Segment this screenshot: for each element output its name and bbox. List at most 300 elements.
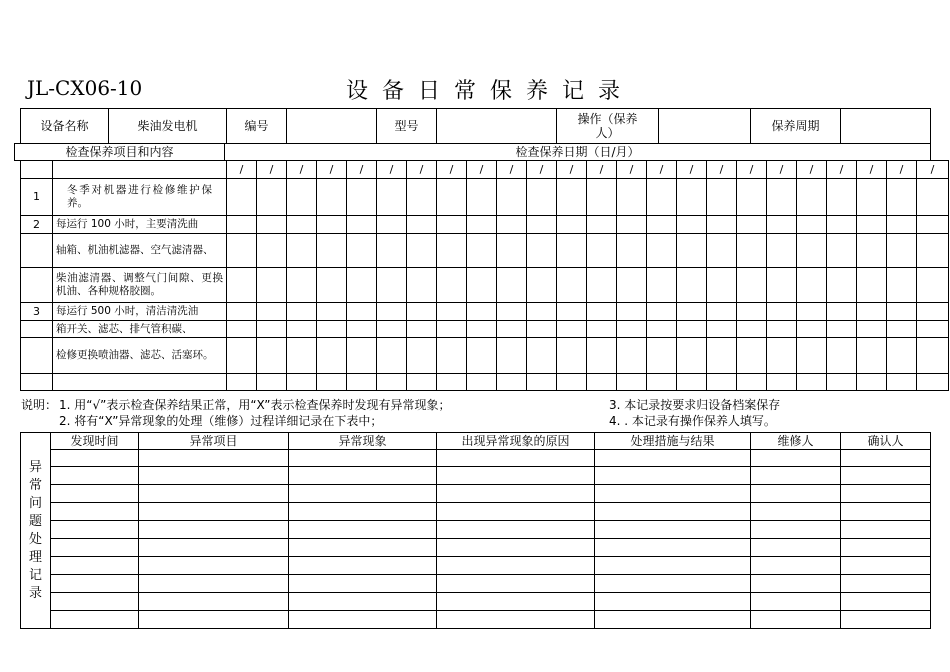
form-code: JL-CX06-10 — [27, 76, 143, 100]
equipment-name-label: 设备名称 — [21, 109, 109, 144]
check-cell[interactable] — [557, 234, 587, 268]
check-cell[interactable] — [857, 374, 887, 391]
abnormal-record-cell[interactable] — [841, 503, 931, 521]
check-cell[interactable] — [827, 338, 857, 374]
abnormal-record-cell[interactable] — [595, 467, 751, 485]
check-cell[interactable] — [587, 234, 617, 268]
number-value-cell[interactable] — [287, 109, 377, 144]
check-cell[interactable] — [347, 338, 377, 374]
abnormal-record-cell[interactable] — [595, 575, 751, 593]
check-cell[interactable] — [767, 321, 797, 338]
check-cell[interactable] — [377, 216, 407, 234]
date-cell[interactable]: / — [467, 161, 497, 179]
check-cell[interactable] — [737, 321, 767, 338]
abnormal-record-cell[interactable] — [595, 450, 751, 467]
check-cell[interactable] — [347, 234, 377, 268]
check-cell[interactable] — [347, 321, 377, 338]
abnormal-record-cell[interactable] — [595, 611, 751, 629]
abnormal-record-cell[interactable] — [51, 575, 139, 593]
check-cell[interactable] — [497, 374, 527, 391]
col-confirmer: 确认人 — [841, 433, 931, 450]
check-cell[interactable] — [647, 179, 677, 216]
abnormal-record-cell[interactable] — [751, 575, 841, 593]
check-grid-table — [20, 160, 949, 391]
check-cell[interactable] — [827, 179, 857, 216]
check-cell[interactable] — [317, 216, 347, 234]
check-cell[interactable] — [377, 303, 407, 321]
check-cell[interactable] — [707, 338, 737, 374]
check-cell[interactable] — [227, 234, 257, 268]
check-cell[interactable] — [497, 216, 527, 234]
check-cell[interactable] — [407, 374, 437, 391]
item-text: 检修更换喷油器、滤芯、活塞环。 — [53, 338, 227, 374]
check-cell[interactable] — [617, 234, 647, 268]
cycle-value-cell[interactable] — [841, 109, 931, 144]
check-cell[interactable] — [857, 216, 887, 234]
abnormal-record-cell[interactable] — [437, 450, 595, 467]
date-cell[interactable]: / — [557, 161, 587, 179]
check-cell[interactable] — [737, 268, 767, 303]
check-cell[interactable] — [527, 268, 557, 303]
check-cell[interactable] — [347, 179, 377, 216]
check-cell[interactable] — [557, 321, 587, 338]
check-cell[interactable] — [467, 268, 497, 303]
abnormal-record-cell[interactable] — [289, 611, 437, 629]
check-cell[interactable] — [227, 216, 257, 234]
check-cell[interactable] — [437, 179, 467, 216]
check-cell[interactable] — [887, 234, 917, 268]
check-cell[interactable] — [497, 338, 527, 374]
check-cell[interactable] — [767, 179, 797, 216]
check-cell[interactable] — [827, 234, 857, 268]
check-cell[interactable] — [437, 216, 467, 234]
check-cell[interactable] — [647, 321, 677, 338]
abnormal-record-cell[interactable] — [139, 593, 289, 611]
date-cell[interactable]: / — [617, 161, 647, 179]
check-cell[interactable] — [587, 303, 617, 321]
check-cell[interactable] — [467, 303, 497, 321]
check-cell[interactable] — [677, 216, 707, 234]
check-cell[interactable] — [527, 321, 557, 338]
abnormal-record-cell[interactable] — [751, 539, 841, 557]
check-cell[interactable] — [767, 338, 797, 374]
check-cell[interactable] — [917, 216, 949, 234]
check-cell[interactable] — [257, 303, 287, 321]
check-cell[interactable] — [617, 268, 647, 303]
abnormal-record-cell[interactable] — [595, 503, 751, 521]
abnormal-record-cell[interactable] — [289, 521, 437, 539]
date-cell[interactable]: / — [257, 161, 287, 179]
check-cell[interactable] — [617, 374, 647, 391]
check-cell[interactable] — [647, 338, 677, 374]
check-cell[interactable] — [857, 338, 887, 374]
check-cell[interactable] — [497, 303, 527, 321]
check-cell[interactable] — [437, 234, 467, 268]
abnormal-record-cell[interactable] — [595, 521, 751, 539]
abnormal-record-cell[interactable] — [841, 611, 931, 629]
check-cell[interactable] — [917, 179, 949, 216]
check-cell[interactable] — [467, 321, 497, 338]
check-cell[interactable] — [857, 321, 887, 338]
abnormal-record-cell[interactable] — [139, 467, 289, 485]
date-cell[interactable]: / — [647, 161, 677, 179]
check-cell[interactable] — [737, 179, 767, 216]
check-cell[interactable] — [527, 216, 557, 234]
check-cell[interactable] — [797, 179, 827, 216]
check-cell[interactable] — [797, 216, 827, 234]
abnormal-record-cell[interactable] — [437, 521, 595, 539]
abnormal-record-cell[interactable] — [139, 539, 289, 557]
date-cell[interactable]: / — [767, 161, 797, 179]
check-cell[interactable] — [887, 179, 917, 216]
check-cell[interactable] — [797, 234, 827, 268]
check-cell[interactable] — [287, 216, 317, 234]
check-cell[interactable] — [677, 321, 707, 338]
check-cell[interactable] — [917, 234, 949, 268]
abnormal-record-cell[interactable] — [841, 575, 931, 593]
abnormal-record-cell[interactable] — [751, 450, 841, 467]
check-cell[interactable] — [257, 234, 287, 268]
check-cell[interactable] — [497, 234, 527, 268]
check-cell[interactable] — [377, 338, 407, 374]
check-cell[interactable] — [377, 321, 407, 338]
check-cell[interactable] — [527, 338, 557, 374]
abnormal-record-cell[interactable] — [289, 450, 437, 467]
check-cell[interactable] — [917, 268, 949, 303]
check-cell[interactable] — [557, 338, 587, 374]
abnormal-record-cell[interactable] — [751, 467, 841, 485]
check-cell[interactable] — [227, 338, 257, 374]
date-cell[interactable]: / — [857, 161, 887, 179]
abnormal-record-cell[interactable] — [289, 539, 437, 557]
check-cell[interactable] — [287, 179, 317, 216]
abnormal-record-cell[interactable] — [595, 539, 751, 557]
abnormal-record-cell[interactable] — [437, 539, 595, 557]
check-cell[interactable] — [797, 321, 827, 338]
check-cell[interactable] — [827, 216, 857, 234]
abnormal-record-cell[interactable] — [51, 539, 139, 557]
abnormal-record-cell[interactable] — [437, 575, 595, 593]
abnormal-record-cell[interactable] — [437, 503, 595, 521]
check-cell[interactable] — [797, 303, 827, 321]
check-cell[interactable] — [287, 268, 317, 303]
check-cell[interactable] — [347, 303, 377, 321]
check-cell[interactable] — [437, 268, 467, 303]
check-cell[interactable] — [467, 374, 497, 391]
abnormal-record-cell[interactable] — [841, 450, 931, 467]
check-cell[interactable] — [707, 268, 737, 303]
check-cell[interactable] — [407, 179, 437, 216]
abnormal-record-cell[interactable] — [289, 557, 437, 575]
date-cell[interactable]: / — [737, 161, 767, 179]
check-cell[interactable] — [917, 303, 949, 321]
check-cell[interactable] — [677, 374, 707, 391]
check-cell[interactable] — [527, 179, 557, 216]
check-cell[interactable] — [587, 338, 617, 374]
check-cell[interactable] — [557, 374, 587, 391]
check-cell[interactable] — [377, 234, 407, 268]
check-cell[interactable] — [527, 303, 557, 321]
check-cell[interactable] — [257, 268, 287, 303]
date-cell[interactable]: / — [587, 161, 617, 179]
check-cell[interactable] — [317, 338, 347, 374]
abnormal-record-cell[interactable] — [751, 521, 841, 539]
abnormal-record-cell[interactable] — [841, 467, 931, 485]
abnormal-record-cell[interactable] — [841, 557, 931, 575]
check-cell[interactable] — [587, 179, 617, 216]
check-cell[interactable] — [227, 321, 257, 338]
abnormal-record-cell[interactable] — [139, 521, 289, 539]
date-cell[interactable]: / — [347, 161, 377, 179]
date-cell[interactable]: / — [227, 161, 257, 179]
check-cell[interactable] — [407, 234, 437, 268]
check-cell[interactable] — [347, 268, 377, 303]
items-header: 检查保养项目和内容 — [15, 144, 225, 161]
abnormal-record-cell[interactable] — [51, 485, 139, 503]
check-cell[interactable] — [227, 268, 257, 303]
abnormal-record-cell[interactable] — [437, 557, 595, 575]
abnormal-record-cell[interactable] — [841, 593, 931, 611]
check-cell[interactable] — [617, 179, 647, 216]
check-cell[interactable] — [557, 303, 587, 321]
date-cell[interactable]: / — [527, 161, 557, 179]
date-cell[interactable]: / — [377, 161, 407, 179]
abnormal-record-cell[interactable] — [139, 503, 289, 521]
abnormal-record-cell[interactable] — [51, 521, 139, 539]
abnormal-record-cell[interactable] — [139, 611, 289, 629]
check-cell[interactable] — [527, 374, 557, 391]
check-cell[interactable] — [317, 179, 347, 216]
check-cell[interactable] — [347, 216, 377, 234]
check-cell[interactable] — [377, 374, 407, 391]
check-cell[interactable] — [227, 179, 257, 216]
abnormal-record-cell[interactable] — [139, 485, 289, 503]
check-cell[interactable] — [707, 374, 737, 391]
check-cell[interactable] — [227, 303, 257, 321]
check-cell[interactable] — [857, 234, 887, 268]
model-label: 型号 — [377, 109, 437, 144]
check-cell[interactable] — [737, 234, 767, 268]
check-cell[interactable] — [587, 374, 617, 391]
check-cell[interactable] — [797, 268, 827, 303]
check-cell[interactable] — [677, 303, 707, 321]
check-cell[interactable] — [287, 234, 317, 268]
model-value-cell[interactable] — [437, 109, 557, 144]
check-cell[interactable] — [377, 268, 407, 303]
check-cell[interactable] — [257, 338, 287, 374]
check-cell[interactable] — [467, 234, 497, 268]
check-cell[interactable] — [287, 321, 317, 338]
check-cell[interactable] — [887, 268, 917, 303]
abnormal-record-cell[interactable] — [51, 593, 139, 611]
check-cell[interactable] — [287, 374, 317, 391]
date-cell[interactable]: / — [917, 161, 949, 179]
abnormal-record-cell[interactable] — [751, 485, 841, 503]
date-cell[interactable]: / — [887, 161, 917, 179]
check-cell[interactable] — [407, 268, 437, 303]
abnormal-record-cell[interactable] — [289, 575, 437, 593]
abnormal-record-cell[interactable] — [751, 557, 841, 575]
check-cell[interactable] — [707, 303, 737, 321]
check-cell[interactable] — [407, 216, 437, 234]
check-cell[interactable] — [767, 303, 797, 321]
check-cell[interactable] — [287, 303, 317, 321]
check-cell[interactable] — [437, 338, 467, 374]
check-cell[interactable] — [767, 374, 797, 391]
abnormal-record-cell[interactable] — [595, 557, 751, 575]
check-cell[interactable] — [677, 268, 707, 303]
check-cell[interactable] — [497, 321, 527, 338]
check-cell[interactable] — [437, 321, 467, 338]
abnormal-record-cell[interactable] — [841, 539, 931, 557]
check-cell[interactable] — [437, 374, 467, 391]
check-cell[interactable] — [407, 338, 437, 374]
check-cell[interactable] — [257, 321, 287, 338]
check-cell[interactable] — [407, 321, 437, 338]
check-cell[interactable] — [587, 321, 617, 338]
check-cell[interactable] — [677, 338, 707, 374]
check-cell[interactable] — [587, 216, 617, 234]
abnormal-record-cell[interactable] — [437, 467, 595, 485]
abnormal-record-cell[interactable] — [437, 485, 595, 503]
check-cell[interactable] — [617, 321, 647, 338]
check-cell[interactable] — [257, 374, 287, 391]
abnormal-record-cell[interactable] — [751, 593, 841, 611]
check-cell[interactable] — [557, 216, 587, 234]
check-cell[interactable] — [917, 374, 949, 391]
check-cell[interactable] — [377, 179, 407, 216]
check-cell[interactable] — [527, 234, 557, 268]
check-cell[interactable] — [707, 321, 737, 338]
check-cell[interactable] — [767, 268, 797, 303]
abnormal-record-cell[interactable] — [437, 611, 595, 629]
check-cell[interactable] — [857, 303, 887, 321]
check-cell[interactable] — [587, 268, 617, 303]
check-cell[interactable] — [467, 216, 497, 234]
abnormal-record-cell[interactable] — [51, 503, 139, 521]
check-cell[interactable] — [227, 374, 257, 391]
check-cell[interactable] — [887, 303, 917, 321]
item-text: 柴油滤清器、调整气门间隙、更换机油、各种规格胶圈。 — [53, 268, 227, 303]
check-cell[interactable] — [797, 338, 827, 374]
check-cell[interactable] — [467, 338, 497, 374]
check-cell[interactable] — [317, 374, 347, 391]
check-cell[interactable] — [317, 234, 347, 268]
abnormal-record-cell[interactable] — [51, 450, 139, 467]
check-cell[interactable] — [287, 338, 317, 374]
date-cell[interactable]: / — [407, 161, 437, 179]
abnormal-record-cell[interactable] — [51, 467, 139, 485]
check-cell[interactable] — [347, 374, 377, 391]
check-cell[interactable] — [317, 303, 347, 321]
check-cell[interactable] — [827, 268, 857, 303]
check-cell[interactable] — [497, 268, 527, 303]
check-cell[interactable] — [887, 374, 917, 391]
abnormal-record-cell[interactable] — [289, 485, 437, 503]
abnormal-record-cell[interactable] — [289, 503, 437, 521]
date-cell[interactable]: / — [317, 161, 347, 179]
check-cell[interactable] — [827, 374, 857, 391]
abnormal-record-cell[interactable] — [51, 611, 139, 629]
check-cell[interactable] — [647, 303, 677, 321]
check-cell[interactable] — [737, 216, 767, 234]
check-cell[interactable] — [767, 216, 797, 234]
abnormal-table — [20, 432, 931, 629]
check-cell[interactable] — [467, 179, 497, 216]
check-cell[interactable] — [737, 374, 767, 391]
check-cell[interactable] — [737, 303, 767, 321]
operator-value-cell[interactable] — [659, 109, 751, 144]
check-cell[interactable] — [257, 179, 287, 216]
check-cell[interactable] — [917, 321, 949, 338]
abnormal-record-cell[interactable] — [139, 557, 289, 575]
date-cell[interactable]: / — [437, 161, 467, 179]
check-cell[interactable] — [677, 179, 707, 216]
abnormal-record-cell[interactable] — [51, 557, 139, 575]
col-abnormal-cause: 出现异常现象的原因 — [437, 433, 595, 450]
check-cell[interactable] — [887, 321, 917, 338]
abnormal-record-cell[interactable] — [139, 575, 289, 593]
check-cell[interactable] — [617, 216, 647, 234]
date-cell[interactable]: / — [497, 161, 527, 179]
check-cell[interactable] — [647, 268, 677, 303]
date-cell[interactable]: / — [677, 161, 707, 179]
check-cell[interactable] — [857, 268, 887, 303]
check-cell[interactable] — [437, 303, 467, 321]
check-cell[interactable] — [887, 338, 917, 374]
abnormal-record-cell[interactable] — [751, 503, 841, 521]
date-cell[interactable]: / — [827, 161, 857, 179]
abnormal-record-cell[interactable] — [289, 593, 437, 611]
abnormal-record-cell[interactable] — [437, 593, 595, 611]
check-cell[interactable] — [317, 321, 347, 338]
date-cell[interactable]: / — [287, 161, 317, 179]
check-cell[interactable] — [677, 234, 707, 268]
check-cell[interactable] — [617, 303, 647, 321]
check-cell[interactable] — [557, 268, 587, 303]
date-cell[interactable]: / — [797, 161, 827, 179]
check-cell[interactable] — [857, 179, 887, 216]
check-cell[interactable] — [827, 321, 857, 338]
check-cell[interactable] — [647, 374, 677, 391]
abnormal-record-cell[interactable] — [595, 593, 751, 611]
check-cell[interactable] — [257, 216, 287, 234]
check-cell[interactable] — [497, 179, 527, 216]
check-cell[interactable] — [317, 268, 347, 303]
check-cell[interactable] — [557, 179, 587, 216]
check-cell[interactable] — [647, 216, 677, 234]
check-cell[interactable] — [407, 303, 437, 321]
check-cell[interactable] — [707, 234, 737, 268]
check-cell[interactable] — [737, 338, 767, 374]
check-cell[interactable] — [707, 179, 737, 216]
abnormal-record-cell[interactable] — [595, 485, 751, 503]
abnormal-record-cell[interactable] — [751, 611, 841, 629]
abnormal-record-cell[interactable] — [841, 521, 931, 539]
check-cell[interactable] — [617, 338, 647, 374]
check-cell[interactable] — [647, 234, 677, 268]
abnormal-record-cell[interactable] — [841, 485, 931, 503]
check-cell[interactable] — [797, 374, 827, 391]
date-cell[interactable]: / — [707, 161, 737, 179]
check-cell[interactable] — [707, 216, 737, 234]
check-cell[interactable] — [887, 216, 917, 234]
check-cell[interactable] — [767, 234, 797, 268]
check-cell[interactable] — [917, 338, 949, 374]
check-cell[interactable] — [827, 303, 857, 321]
abnormal-record-cell[interactable] — [139, 450, 289, 467]
abnormal-record-cell[interactable] — [289, 467, 437, 485]
